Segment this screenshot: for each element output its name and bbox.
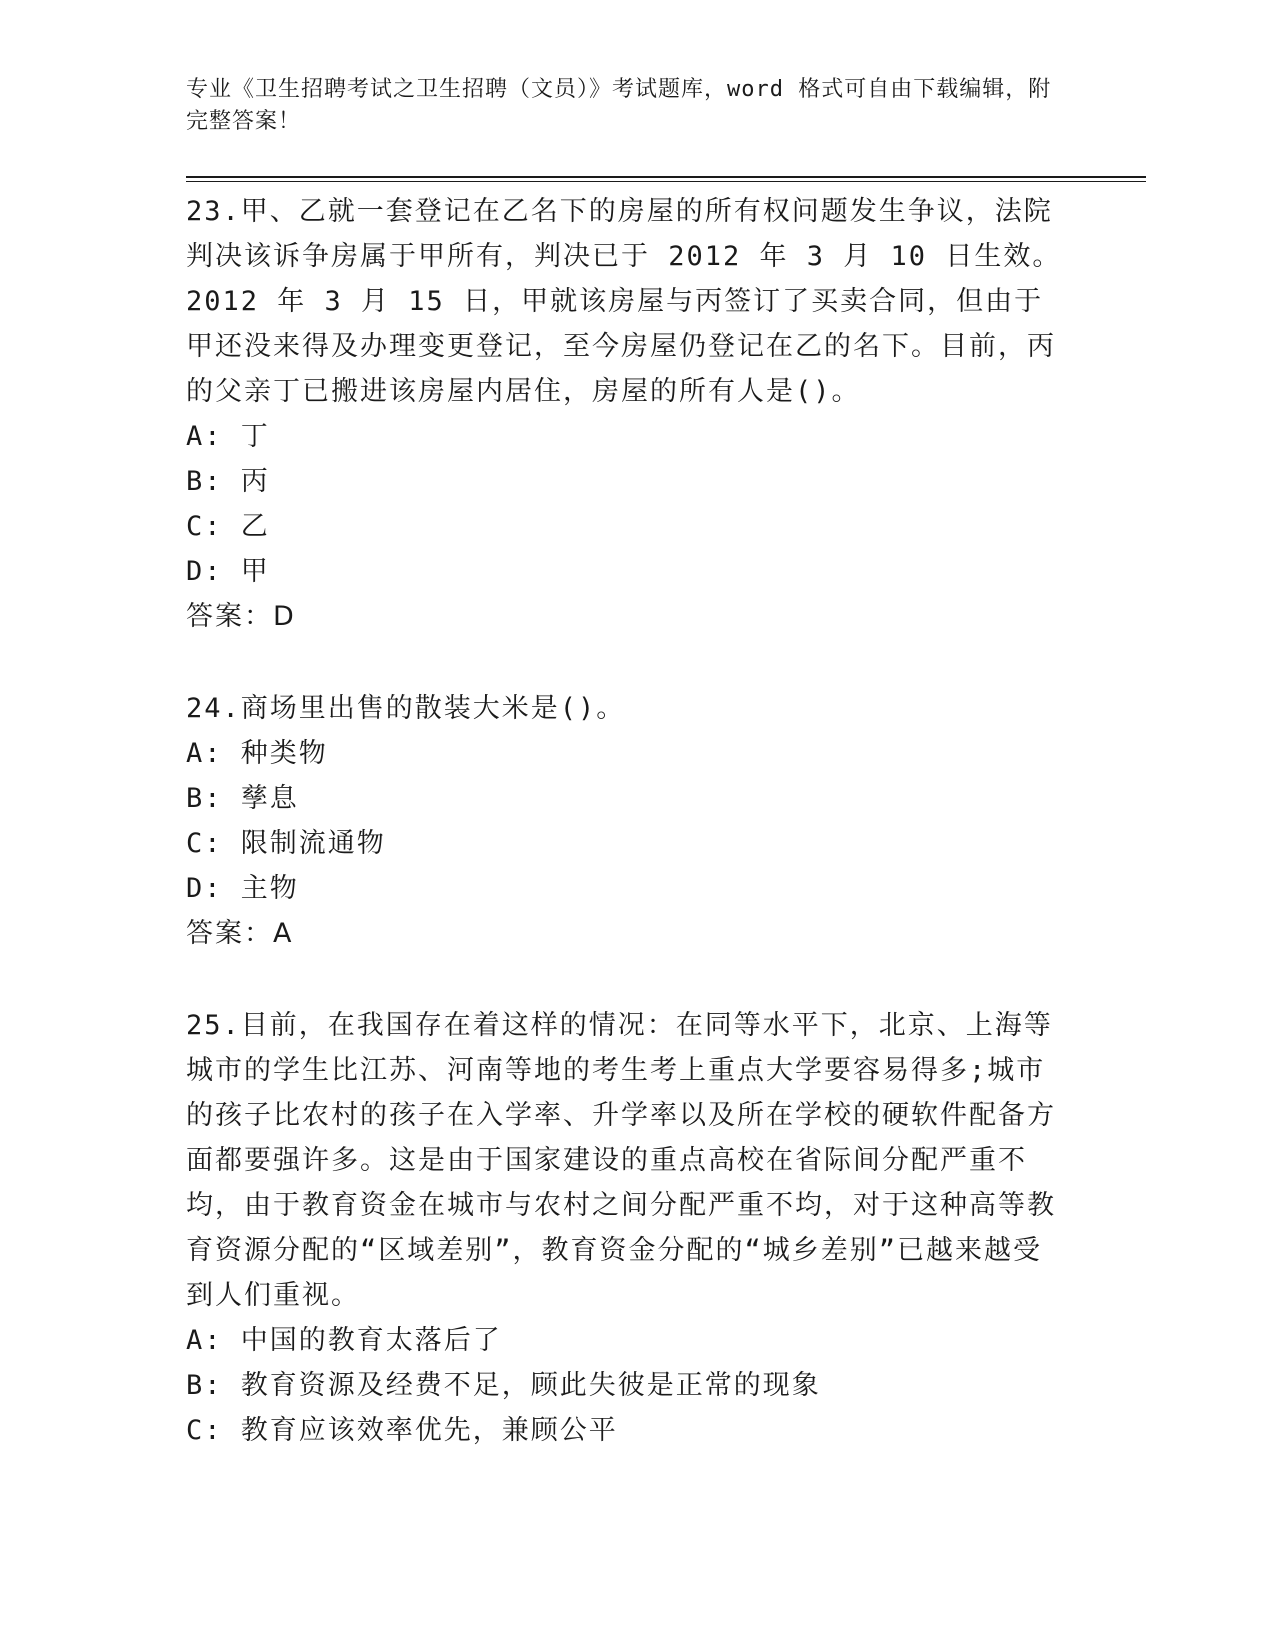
option-a: A: 中国的教育太落后了 <box>186 1325 502 1356</box>
question-23 <box>186 189 1086 639</box>
header-divider-thick <box>186 176 1146 178</box>
option-c: C: 乙 <box>186 511 270 542</box>
header-divider-thin <box>186 181 1146 182</box>
question-stem: 25.目前，在我国存在着这样的情况：在同等水平下，北京、上海等城市的学生比江苏、河南等地的考生考上重点大学要容易得多;城市的孩子比农村的孩子在入学率、升学率以及所在学校的硬软件配备方面都要强许多。这是由于国家建设的重点高校在省际间分配严重不均，由于教育资金在城市与农村之间分配严重不均，对于这种高等教育资源分配的“区域差别”，教育资金分配的“城乡差别”已越来越受到人们重视。 <box>186 1010 1056 1311</box>
question-24 <box>186 686 1086 956</box>
option-b: B: 丙 <box>186 466 270 497</box>
answer-line: 答案：D <box>186 601 296 632</box>
option-d: D: 甲 <box>186 556 270 587</box>
option-b: B: 教育资源及经费不足，顾此失彼是正常的现象 <box>186 1370 821 1401</box>
option-d: D: 主物 <box>186 873 299 904</box>
question-spacer <box>186 639 1086 686</box>
question-25 <box>186 1003 1086 1453</box>
question-spacer <box>186 956 1086 1003</box>
question-list <box>186 189 1086 1453</box>
question-stem: 23.甲、乙就一套登记在乙名下的房屋的所有权问题发生争议，法院判决该诉争房属于甲所有，判决已于 2012 年 3 月 10 日生效。2012 年 3 月 15 日，甲就该房屋与丙签订了买卖合同，但由于甲还没来得及办理变更登记，至今房屋仍登记在乙的名下。目前，丙的父亲丁已搬进该房屋内居住，房屋的所有人是()。 <box>186 196 1062 407</box>
question-stem: 24.商场里出售的散装大米是()。 <box>186 693 626 724</box>
option-c: C: 限制流通物 <box>186 828 386 859</box>
option-a: A: 丁 <box>186 421 270 452</box>
answer-line: 答案：A <box>186 918 294 949</box>
option-b: B: 孳息 <box>186 783 299 814</box>
option-a: A: 种类物 <box>186 738 328 769</box>
option-c: C: 教育应该效率优先，兼顾公平 <box>186 1415 618 1446</box>
document-header: 专业《卫生招聘考试之卫生招聘（文员）》考试题库，word 格式可自由下载编辑，附完整答案！ <box>186 77 1052 134</box>
